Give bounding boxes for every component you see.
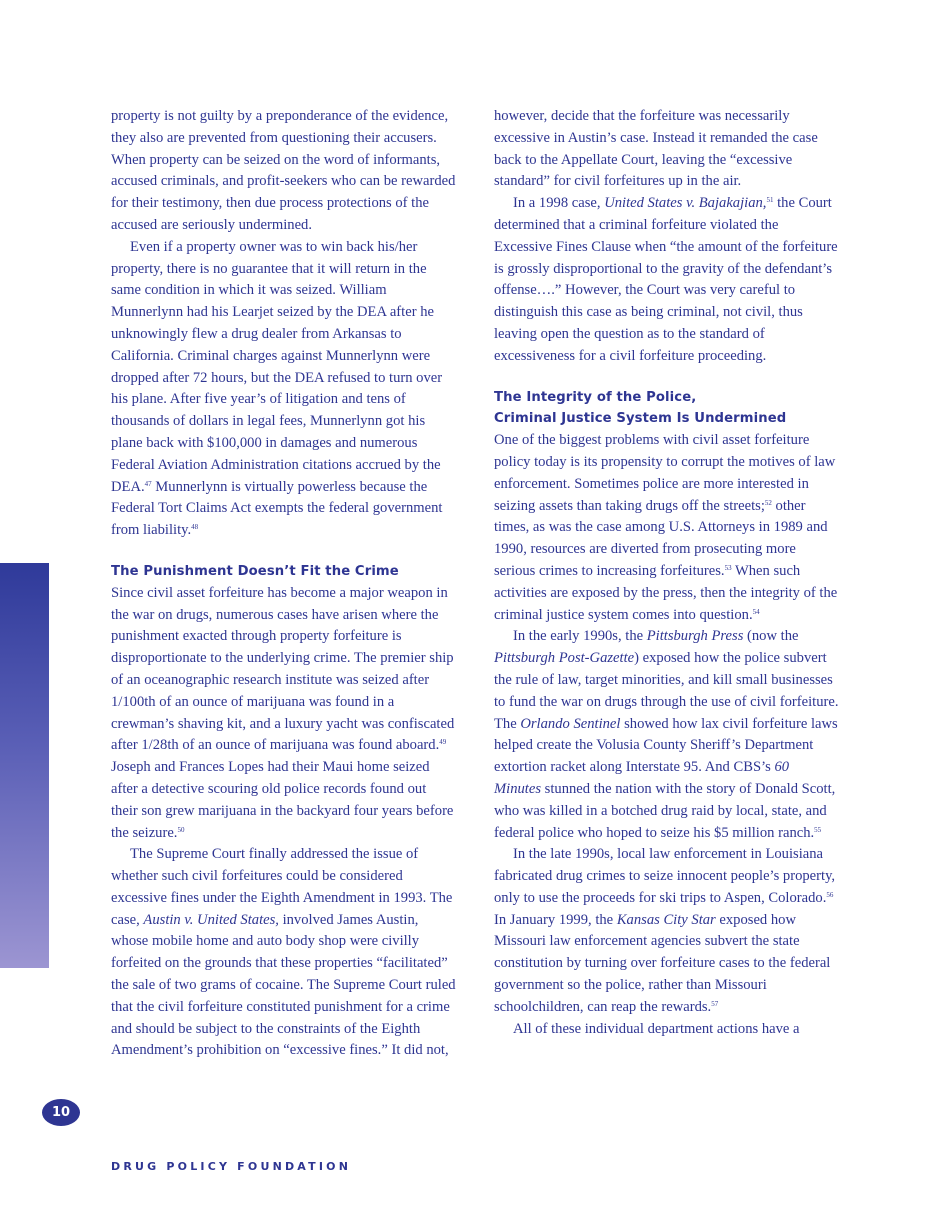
case-name: Austin v. United States, [143, 911, 279, 928]
footnote-ref: 54 [752, 607, 760, 616]
publication-name: Pittsburgh Press [646, 628, 744, 645]
footnote-ref: 51 [766, 196, 774, 205]
page-number-badge: 10 [42, 1099, 80, 1126]
sidebar-decorative-bar [0, 563, 49, 968]
left-column [111, 106, 456, 1062]
footnote-ref: 52 [764, 498, 772, 507]
publication-name: Kansas City Star [616, 911, 716, 928]
footnote-ref: 47 [144, 479, 152, 488]
footnote-ref: 55 [814, 825, 822, 834]
paragraph: In the late 1990s, local law enforcement in Louisiana fabricated drug crimes to seize innocent people’s property, only to use the proceeds for ski trips to Aspen, Colorado.$^{56}$ In January 1999, the Kansas City Star exposed how Missouri law enforcement agencies subvert the state constitution by turning over forfeiture cases to the federal government so the police, rather than Missouri schoolchildren, can reap the rewards.$^{57}$ [494, 846, 836, 1015]
footnote-ref: 53 [724, 563, 732, 572]
paragraph: The Supreme Court finally addressed the issue of whether such civil forfeitures could be considered excessive fines under the Eighth Amendment in 1993. The case, Austin v. United States, involved James Austin, whose mobile home and auto body shop were civilly forfeited on the grounds that these properties “facilitated” the sale of two grams of cocaine. The Supreme Court ruled that the civil forfeiture constituted punishment for a crime and should be subject to the constraints of the Eighth Amendment’s prohibition on “excessive fines.” It did not, [111, 846, 456, 1059]
footer-organization: DRUG POLICY FOUNDATION [111, 1160, 352, 1173]
paragraph: One of the biggest problems with civil asset forfeiture policy today is its propensity to corrupt the motives of law enforcement. Sometimes police are more interested in seizing assets than taking drugs off the streets;$^{52}$ other times, as was the case among U.S. Attorneys in 1989 and 1990, resources are diverted from prosecuting more serious crimes to increasing forfeitures.$^{53}$ When such activities are exposed by the press, then the integrity of the criminal justice system comes into question.$^{54}$ [494, 432, 838, 623]
paragraph: In a 1998 case, United States v. Bajakajian,$^{51}$ the Court determined that a criminal forfeiture violated the Excessive Fines Clause when “the amount of the forfeiture is grossly disproportional to the gravity of the defendant’s offense….” However, the Court was very careful to distinguish this case as being criminal, not civil, thus leaving open the question as to the standard of excessiveness for a civil forfeiture proceeding. [494, 195, 838, 364]
footnote-ref: 48 [191, 523, 199, 532]
paragraph: Even if a property owner was to win back his/her property, there is no guarantee that it will return in the same condition in which it was seized. William Munnerlynn had his Learjet seized by the DEA after he unknowingly flew a drug dealer from Arkansas to California. Criminal charges against Munnerlynn were dropped after 72 hours, but the DEA refused to turn over his plane. After five year’s of litigation and tens of thousands of dollars in legal fees, Munnerlynn got his plane back with $100,000 in damages and numerous Federal Aviation Administration citations accrued by the DEA.$^{47}$ Munnerlynn is virtually powerless because the Federal Tort Claims Act exempts the federal government from liability.$^{48}$ [111, 238, 443, 539]
footnote-ref: 50 [177, 825, 185, 834]
publication-name: Pittsburgh Post-Gazette [494, 650, 635, 667]
footnote-ref: 56 [826, 890, 834, 899]
paragraph: In the early 1990s, the Pittsburgh Press (now the Pittsburgh Post-Gazette) exposed how the police subvert the rule of law, target minorities, and kill small businesses to fund the war on drugs through the use of civil forfeiture. The Orlando Sentinel showed how lax civil forfeiture laws helped create the Volusia County Sheriff’s Department extortion racket along Interstate 95. And CBS’s 60 Minutes stunned the nation with the story of Donald Scott, who was killed in a botched drug raid by local, state, and federal police who hoped to seize his $5 million ranch.$^{55}$ [494, 628, 839, 841]
paragraph: All of these individual department actions have a [513, 1020, 800, 1037]
footnote-ref: 49 [439, 738, 447, 747]
right-column [494, 106, 839, 1040]
publication-name: Orlando Sentinel [520, 715, 621, 732]
section-heading: The Punishment Doesn’t Fit the Crime [111, 563, 399, 579]
publication-name: 60 Minutes [494, 759, 790, 797]
paragraph: however, decide that the forfeiture was necessarily excessive in Austin’s case. Instead it remanded the case back to the Appellate Court, leaving the “excessive standard” for civil forfeitures up in the air. [494, 108, 818, 190]
footnote-ref: 57 [711, 999, 719, 1008]
paragraph: property is not guilty by a preponderance of the evidence, they also are prevented from questioning their accusers. When property can be seized on the word of informants, accused criminals, and profit-seekers who can be rewarded for their testimony, then due process protections of the accused are seriously undermined. [111, 108, 456, 233]
case-name: United States v. Bajakajian, [604, 195, 767, 212]
paragraph: Since civil asset forfeiture has become a major weapon in the war on drugs, numerous cases have arisen where the punishment exacted through property forfeiture is disproportionate to the underlying crime. The premier ship of an oceanographic research institute was seized after 1/100th of an ounce of marijuana was found in a crewman’s shaving kit, and a luxury yacht was confiscated after 1/28th of an ounce of marijuana was found aboard.$^{49}$ Joseph and Frances Lopes had their Maui home seized after a detective scouring old police records found out their son grew marijuana in the backyard four years before the seizure.$^{50}$ [111, 584, 455, 841]
section-heading: The Integrity of the Police, Criminal Justice System Is Undermined [494, 389, 787, 427]
